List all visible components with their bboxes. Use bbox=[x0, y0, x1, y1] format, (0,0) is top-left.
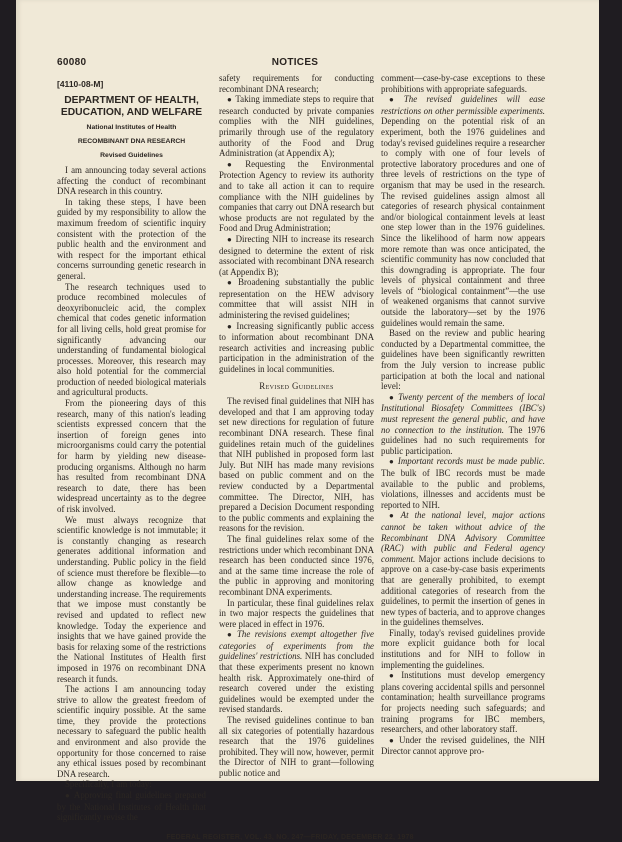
paragraph-text: Taking immediate steps to require that research conducted by private companies complies with the NIH guidelines, primarily through use of the regulatory authority of the Food and Drug Administration (at Appendix A); bbox=[219, 94, 374, 159]
paragraph-text: Under the revised guidelines, the NIH Director cannot approve pro- bbox=[381, 734, 545, 757]
paragraph-text: Approving final guidelines prepared by the National Institutes of Health that significantly revise the bbox=[57, 790, 206, 823]
paragraph bbox=[57, 684, 206, 779]
bullet-paragraph bbox=[219, 629, 374, 715]
bullet-paragraph bbox=[381, 94, 545, 328]
paragraph bbox=[381, 328, 545, 392]
paragraph bbox=[219, 73, 374, 94]
bullet-paragraph bbox=[381, 510, 545, 628]
bullet-paragraph bbox=[219, 277, 374, 320]
paragraph-text: Requesting the Environmental Protection Agency to review its authority and to take all action it can to require compliance with the NIH guidelines by companies that carry out DNA research but whose products are not regulated by the Food and Drug Administration; bbox=[219, 158, 374, 234]
paragraph bbox=[57, 282, 206, 399]
section-header: NOTICES bbox=[271, 57, 319, 68]
paragraph-text: Increasing significantly public access to information about recombinant DNA research activities and increasing public participation in the administration of the guidelines in local communities. bbox=[219, 320, 374, 375]
paragraph-text: The bulk of IBC records must be made available to the public and problems, violations, illnesses and accidents must be reported to NIH. bbox=[381, 467, 545, 510]
column-1 bbox=[57, 73, 206, 823]
paragraph bbox=[219, 598, 374, 630]
bullet-paragraph bbox=[381, 392, 545, 457]
section-heading: Revised Guidelines bbox=[259, 380, 334, 391]
paragraph bbox=[381, 73, 545, 94]
paragraph bbox=[219, 396, 374, 534]
paragraph bbox=[57, 197, 206, 282]
column-3 bbox=[381, 73, 545, 757]
bullet-paragraph bbox=[219, 94, 374, 159]
paragraph-text: Specifically, I am today: bbox=[65, 779, 152, 790]
bullet-icon: ● bbox=[227, 234, 233, 244]
bullet-paragraph bbox=[219, 321, 374, 375]
bullet-paragraph bbox=[381, 456, 545, 510]
paragraph-text: From the pioneering days of this research, many of this nation's leading scientists expressed concern that the insertion of foreign genes into microorganisms could carry the potential for harm by yielding new disease-producing organisms. Although no harm has resulted from recombinant DNA research to date, there has been widespread uncertainty as to the degree of risk involved. bbox=[57, 398, 206, 514]
paragraph-text: The revised final guidelines that NIH has developed and that I am approving today set new directions for regulation of future recombinant DNA research. These final guidelines retain much of the guidelines that NIH published in proposed form last July. But NIH has made many revisions based on public comment and on the review conducted by a Departmental committee. The Director, NIH, has prepared a Decision Document responding to the public comments and explaining the reasons for the revision. bbox=[219, 396, 374, 534]
paragraph-text: We must always recognize that scientific knowledge is not immutable; it is constantly changing as research generates additional information and understanding. Public policy in the field of science must therefore be flexible—to allow change as knowledge and understanding increase. The requirements that we impose must constantly be revised and updated to reflect new knowledge. Today the experience and insights that we have gained provide the basis for relaxing some of the restrictions the National Institutes of Health first imposed in 1976 on recombinant DNA research it funds. bbox=[57, 514, 206, 684]
bullet-paragraph bbox=[381, 670, 545, 735]
paragraph-text: Finally, today's revised guidelines provide more explicit guidance both for local institutions and for NIH to follow in implementing the guidelines. bbox=[381, 627, 545, 670]
paragraph bbox=[57, 165, 206, 197]
column-2 bbox=[219, 73, 374, 779]
paragraph bbox=[57, 779, 206, 790]
italic-lead: At the national level, major actions cannot be taken without advice of the Recombinant DNA Advisory Committee (RAC) with public and Federal agency comment. bbox=[381, 510, 545, 564]
bullet-icon: ● bbox=[227, 95, 233, 105]
bullet-paragraph bbox=[381, 735, 545, 757]
bullet-icon: ● bbox=[389, 671, 399, 681]
paragraph-text: The 1976 guidelines had no such requirements for public participation. bbox=[381, 424, 545, 456]
paragraph-text: NIH has concluded that these experiments present no known health risk. Approximately one-third of research covered under the existing guidelines would be exempted under the revised standards. bbox=[219, 651, 375, 715]
bullet-icon: ● bbox=[389, 735, 397, 745]
bullet-icon: ● bbox=[389, 511, 398, 521]
page-number: 60080 bbox=[57, 57, 87, 68]
paragraph-text: In taking these steps, I have been guided by my responsibility to allow the maximum freedom of scientific inquiry consistent with the protection of the public health and the environment and with respect for the important ethical concerns surrounding genetic research in general. bbox=[57, 196, 206, 281]
paragraph-text: The actions I am announcing today strive to allow the greatest freedom of scientific inquiry possible. At the same time, they provide the protections necessary to safeguard the public health and environment and also provide the opportunity for those concerned to raise any ethical issues posed by recombinant DNA research. bbox=[57, 684, 206, 779]
bullet-icon: ● bbox=[65, 791, 71, 801]
paragraph-text: The final guidelines relax some of the restrictions under which recombinant DNA research has been conducted since 1976, and at the same time increase the role of the public in approving and monitoring recombinant DNA experiments. bbox=[219, 533, 374, 597]
paragraph-text: Institutions must develop emergency plans covering accidental spills and personnel contamination; health surveillance programs for projects needing such safeguards; and training programs for IBC members, researchers, and other laboratory staff. bbox=[381, 670, 545, 735]
bullet-icon: ● bbox=[389, 95, 401, 105]
bullet-paragraph bbox=[219, 234, 374, 277]
paragraph-text: In particular, these final guidelines relax in two major respects the guidelines that were placed in effect in 1976. bbox=[219, 597, 374, 629]
paragraph-text: safety requirements for conducting recombinant DNA research; bbox=[219, 73, 374, 94]
document-subtitle: Revised Guidelines bbox=[100, 152, 163, 159]
column-1-body bbox=[57, 165, 206, 823]
subagency-heading: National Institutes of Health bbox=[86, 124, 177, 131]
paragraph-text: The research techniques used to produce recombined molecules of deoxyribonucleic acid, the complex chemical that codes genetic information for all living cells, hold great promise for significantly advancing our understanding of fundamental biological processes. Moreover, this research may also hold potential for the commercial production of needed biological materials and agricultural products. bbox=[57, 281, 206, 398]
bullet-icon: ● bbox=[389, 457, 395, 467]
paragraph bbox=[381, 628, 545, 670]
italic-lead: The revisions exempt altogether five categories of experiments from the guidelines' restrictions. bbox=[219, 629, 374, 662]
paragraph-text: Depending on the potential risk of an experiment, both the 1976 guidelines and today's revised guidelines require a researcher to comply with one of four levels of protective laboratory procedures and one of three levels of restrictions on the type of organism that may be used in the research. The revised guidelines assign almost all categories of research physical containment and/or biological containment levels at least one step lower than in the 1976 guidelines. Since the likelihood of harm now appears more remote than was once anticipated, the scientific community has now concluded that this downgrading is appropriate. The four levels of physical containment and three levels of “biological containment”—the use of weakened organisms that cannot survive outside the laboratory—set by the 1976 guidelines would remain the same. bbox=[381, 116, 545, 328]
paragraph bbox=[219, 534, 374, 598]
paragraph-text: Directing NIH to increase its research designed to determine the extent of risk associated with recombinant DNA research (at Appendix B); bbox=[219, 233, 374, 277]
paragraph-text: Based on the review and public hearing conducted by a Departmental committee, the guidelines have been significantly rewritten from the July version to increase public participation at both the local and national level: bbox=[381, 328, 545, 392]
bullet-icon: ● bbox=[227, 278, 236, 288]
paragraph bbox=[219, 715, 374, 779]
paragraph-text: I am announcing today several actions affecting the conduct of recombinant DNA research in this country. bbox=[57, 165, 206, 197]
page-footer: FEDERAL REGISTER, VOL. 43, NO. 247—FRIDAY, DECEMBER 22, 1978 bbox=[166, 834, 414, 841]
bullet-icon: ● bbox=[227, 321, 234, 331]
italic-lead: Twenty percent of the members of local Institutional Biosafety Committees (IBC's) must represent the general public, and have no connection to the institution. bbox=[381, 391, 545, 435]
paragraph bbox=[57, 398, 206, 515]
document-title: RECOMBINANT DNA RESEARCH bbox=[77, 138, 186, 145]
agency-heading: DEPARTMENT OF HEALTH, EDUCATION, AND WELFARE bbox=[60, 95, 203, 118]
paragraph-text: comment—case-by-case exceptions to these prohibitions with appropriate safeguards. bbox=[381, 73, 545, 94]
paragraph-text: The revised guidelines continue to ban all six categories of potentially hazardous research that the 1976 guidelines prohibited. They will now, however, permit the Director of NIH to grant—following public notice and bbox=[219, 715, 374, 778]
bullet-icon: ● bbox=[389, 392, 396, 402]
column-3-body bbox=[381, 73, 545, 757]
bullet-paragraph bbox=[219, 159, 374, 234]
paragraph bbox=[57, 515, 206, 685]
italic-lead: The revised guidelines will ease restrictions on other permissible experiments. bbox=[381, 94, 545, 116]
docket-number: [4110-08-M] bbox=[57, 79, 104, 89]
bullet-icon: ● bbox=[227, 630, 234, 640]
italic-lead: Important records must be made public. bbox=[397, 456, 545, 467]
bullet-icon: ● bbox=[227, 159, 243, 169]
paragraph-text: Major actions include decisions to approve on a case-by-case basis experiments that are generally prohibited, to exempt additional categories of research from the guidelines, to permit the insertion of genes in new types of bacteria, and to approve changes in the guidelines themselves. bbox=[381, 553, 545, 628]
paragraph-text: Broadening substantially the public representation on the HEW advisory committee that will assist NIH in administering the revised guidelines; bbox=[219, 277, 374, 321]
column-2-body bbox=[219, 73, 374, 779]
bullet-paragraph bbox=[57, 790, 206, 823]
